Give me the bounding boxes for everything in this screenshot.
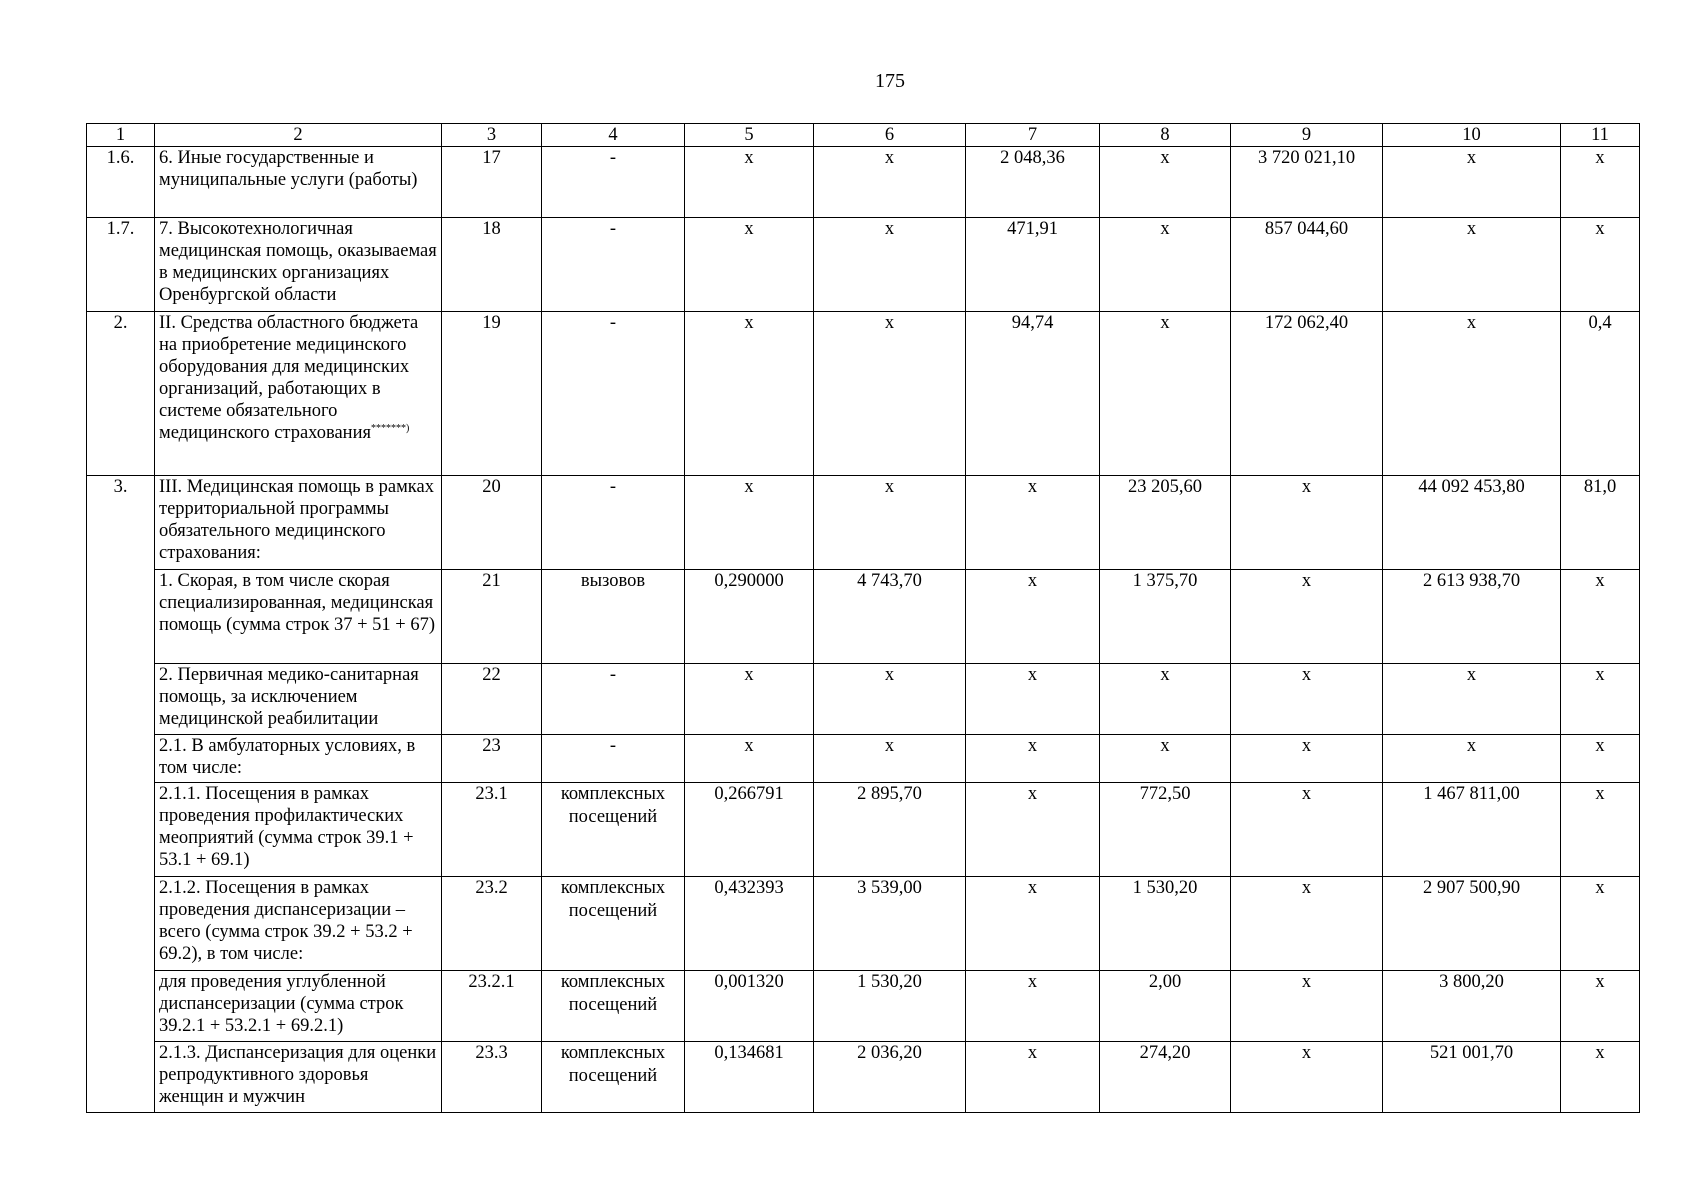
cell-col7: х (966, 1042, 1100, 1113)
cell-col9: х (1231, 735, 1383, 783)
cell-col5: х (685, 312, 814, 476)
cell-col7: х (966, 735, 1100, 783)
cell-col8: х (1100, 218, 1231, 312)
column-header: 8 (1100, 124, 1231, 147)
column-header: 1 (87, 124, 155, 147)
row-code: 22 (442, 664, 542, 735)
column-header: 4 (542, 124, 685, 147)
page-number: 175 (875, 70, 905, 92)
column-header: 11 (1561, 124, 1640, 147)
column-header: 5 (685, 124, 814, 147)
cell-col9: х (1231, 971, 1383, 1042)
row-unit: комплексных посещений (542, 971, 685, 1042)
cell-col6: х (814, 312, 966, 476)
table-row (87, 476, 1640, 570)
cell-col10: 1 467 811,00 (1383, 783, 1561, 877)
cell-col10: 44 092 453,80 (1383, 476, 1561, 570)
column-header: 7 (966, 124, 1100, 147)
cell-col7: х (966, 783, 1100, 877)
row-code: 23.2.1 (442, 971, 542, 1042)
cell-col9: х (1231, 783, 1383, 877)
table-row (87, 971, 1640, 1042)
cell-col6: 2 036,20 (814, 1042, 966, 1113)
table-row (87, 877, 1640, 971)
row-unit: - (542, 312, 685, 476)
row-unit: комплексных посещений (542, 877, 685, 971)
cell-col8: 1 530,20 (1100, 877, 1231, 971)
table-row (87, 664, 1640, 735)
cell-col11: х (1561, 1042, 1640, 1113)
cell-col8: х (1100, 664, 1231, 735)
row-name: для проведения углубленной диспансеризации (сумма строк 39.2.1 + 53.2.1 + 69.2.1) (155, 971, 442, 1042)
row-code: 23.2 (442, 877, 542, 971)
cell-col11: 0,4 (1561, 312, 1640, 476)
column-header: 6 (814, 124, 966, 147)
row-name-text: II. Средства областного бюджета на приобретение медицинского оборудования для медицинских организаций, работающих в системе обязательного медицинского страхования (159, 313, 419, 443)
row-number: 1.7. (87, 218, 155, 312)
cell-col9: 857 044,60 (1231, 218, 1383, 312)
row-number: 3. (87, 476, 155, 1113)
cell-col8: х (1100, 147, 1231, 218)
cell-col8: 772,50 (1100, 783, 1231, 877)
row-number: 1.6. (87, 147, 155, 218)
data-table (86, 123, 1640, 1113)
row-name: 2.1.1. Посещения в рамках проведения профилактических меоприятий (сумма строк 39.1 + 53.1 + 69.1) (155, 783, 442, 877)
row-name: 1. Скорая, в том числе скорая специализированная, медицинская помощь (сумма строк 37 + 51 + 67) (155, 570, 442, 664)
cell-col5: х (685, 147, 814, 218)
cell-col6: 2 895,70 (814, 783, 966, 877)
row-code: 21 (442, 570, 542, 664)
row-name: 2. Первичная медико-санитарная помощь, за исключением медицинской реабилитации (155, 664, 442, 735)
cell-col10: х (1383, 312, 1561, 476)
cell-col11: 81,0 (1561, 476, 1640, 570)
cell-col6: х (814, 218, 966, 312)
cell-col5: х (685, 476, 814, 570)
cell-col11: х (1561, 783, 1640, 877)
row-name: 2.1. В амбулаторных условиях, в том числе: (155, 735, 442, 783)
cell-col8: 23 205,60 (1100, 476, 1231, 570)
row-unit: - (542, 664, 685, 735)
cell-col10: 521 001,70 (1383, 1042, 1561, 1113)
row-code: 23.3 (442, 1042, 542, 1113)
column-header: 10 (1383, 124, 1561, 147)
cell-col6: 4 743,70 (814, 570, 966, 664)
cell-col6: х (814, 147, 966, 218)
cell-col9: х (1231, 877, 1383, 971)
cell-col5: 0,432393 (685, 877, 814, 971)
column-header: 9 (1231, 124, 1383, 147)
column-number-row (87, 124, 1640, 147)
cell-col8: 274,20 (1100, 1042, 1231, 1113)
cell-col9: х (1231, 570, 1383, 664)
cell-col5: х (685, 664, 814, 735)
column-header: 2 (155, 124, 442, 147)
cell-col11: х (1561, 570, 1640, 664)
cell-col5: 0,001320 (685, 971, 814, 1042)
cell-col6: 3 539,00 (814, 877, 966, 971)
row-name: III. Медицинская помощь в рамках территориальной программы обязательного медицинского страхования: (155, 476, 442, 570)
cell-col5: 0,290000 (685, 570, 814, 664)
cell-col9: х (1231, 476, 1383, 570)
cell-col7: х (966, 476, 1100, 570)
table-row (87, 147, 1640, 218)
row-number: 2. (87, 312, 155, 476)
row-name: 6. Иные государственные и муниципальные услуги (работы) (155, 147, 442, 218)
cell-col11: х (1561, 735, 1640, 783)
row-unit: - (542, 218, 685, 312)
row-unit: - (542, 476, 685, 570)
cell-col7: 94,74 (966, 312, 1100, 476)
cell-col10: 2 613 938,70 (1383, 570, 1561, 664)
cell-col11: х (1561, 218, 1640, 312)
table-row (87, 735, 1640, 783)
row-unit: - (542, 147, 685, 218)
row-name: 2.1.3. Диспансеризация для оценки репродуктивного здоровья женщин и мужчин (155, 1042, 442, 1113)
cell-col7: х (966, 877, 1100, 971)
cell-col11: х (1561, 971, 1640, 1042)
cell-col8: 2,00 (1100, 971, 1231, 1042)
row-name (155, 312, 442, 476)
cell-col10: х (1383, 218, 1561, 312)
cell-col8: х (1100, 735, 1231, 783)
cell-col7: 471,91 (966, 218, 1100, 312)
table-row (87, 783, 1640, 877)
cell-col10: 3 800,20 (1383, 971, 1561, 1042)
table-row (87, 312, 1640, 476)
table-row (87, 218, 1640, 312)
cell-col9: х (1231, 1042, 1383, 1113)
cell-col6: х (814, 476, 966, 570)
cell-col11: х (1561, 664, 1640, 735)
row-unit: комплексных посещений (542, 783, 685, 877)
table-row (87, 1042, 1640, 1113)
row-unit: - (542, 735, 685, 783)
cell-col9: х (1231, 664, 1383, 735)
cell-col10: х (1383, 664, 1561, 735)
cell-col6: х (814, 664, 966, 735)
cell-col10: 2 907 500,90 (1383, 877, 1561, 971)
cell-col7: х (966, 971, 1100, 1042)
row-code: 20 (442, 476, 542, 570)
cell-col9: 3 720 021,10 (1231, 147, 1383, 218)
cell-col11: х (1561, 147, 1640, 218)
cell-col5: х (685, 218, 814, 312)
cell-col6: 1 530,20 (814, 971, 966, 1042)
cell-col8: 1 375,70 (1100, 570, 1231, 664)
cell-col10: х (1383, 147, 1561, 218)
row-code: 23 (442, 735, 542, 783)
row-code: 17 (442, 147, 542, 218)
row-unit: комплексных посещений (542, 1042, 685, 1113)
cell-col6: х (814, 735, 966, 783)
row-name: 7. Высокотехнологичная медицинская помощь, оказываемая в медицинских организациях Оренбургской области (155, 218, 442, 312)
cell-col7: х (966, 664, 1100, 735)
row-code: 18 (442, 218, 542, 312)
row-unit: вызовов (542, 570, 685, 664)
cell-col8: х (1100, 312, 1231, 476)
cell-col9: 172 062,40 (1231, 312, 1383, 476)
row-code: 19 (442, 312, 542, 476)
cell-col7: х (966, 570, 1100, 664)
cell-col10: х (1383, 735, 1561, 783)
footnote-mark: *******) (371, 422, 410, 434)
cell-col5: х (685, 735, 814, 783)
table-row (87, 570, 1640, 664)
row-code: 23.1 (442, 783, 542, 877)
cell-col5: 0,134681 (685, 1042, 814, 1113)
cell-col11: х (1561, 877, 1640, 971)
cell-col5: 0,266791 (685, 783, 814, 877)
column-header: 3 (442, 124, 542, 147)
row-name: 2.1.2. Посещения в рамках проведения диспансеризации – всего (сумма строк 39.2 + 53.2 + 69.2), в том числе: (155, 877, 442, 971)
cell-col7: 2 048,36 (966, 147, 1100, 218)
